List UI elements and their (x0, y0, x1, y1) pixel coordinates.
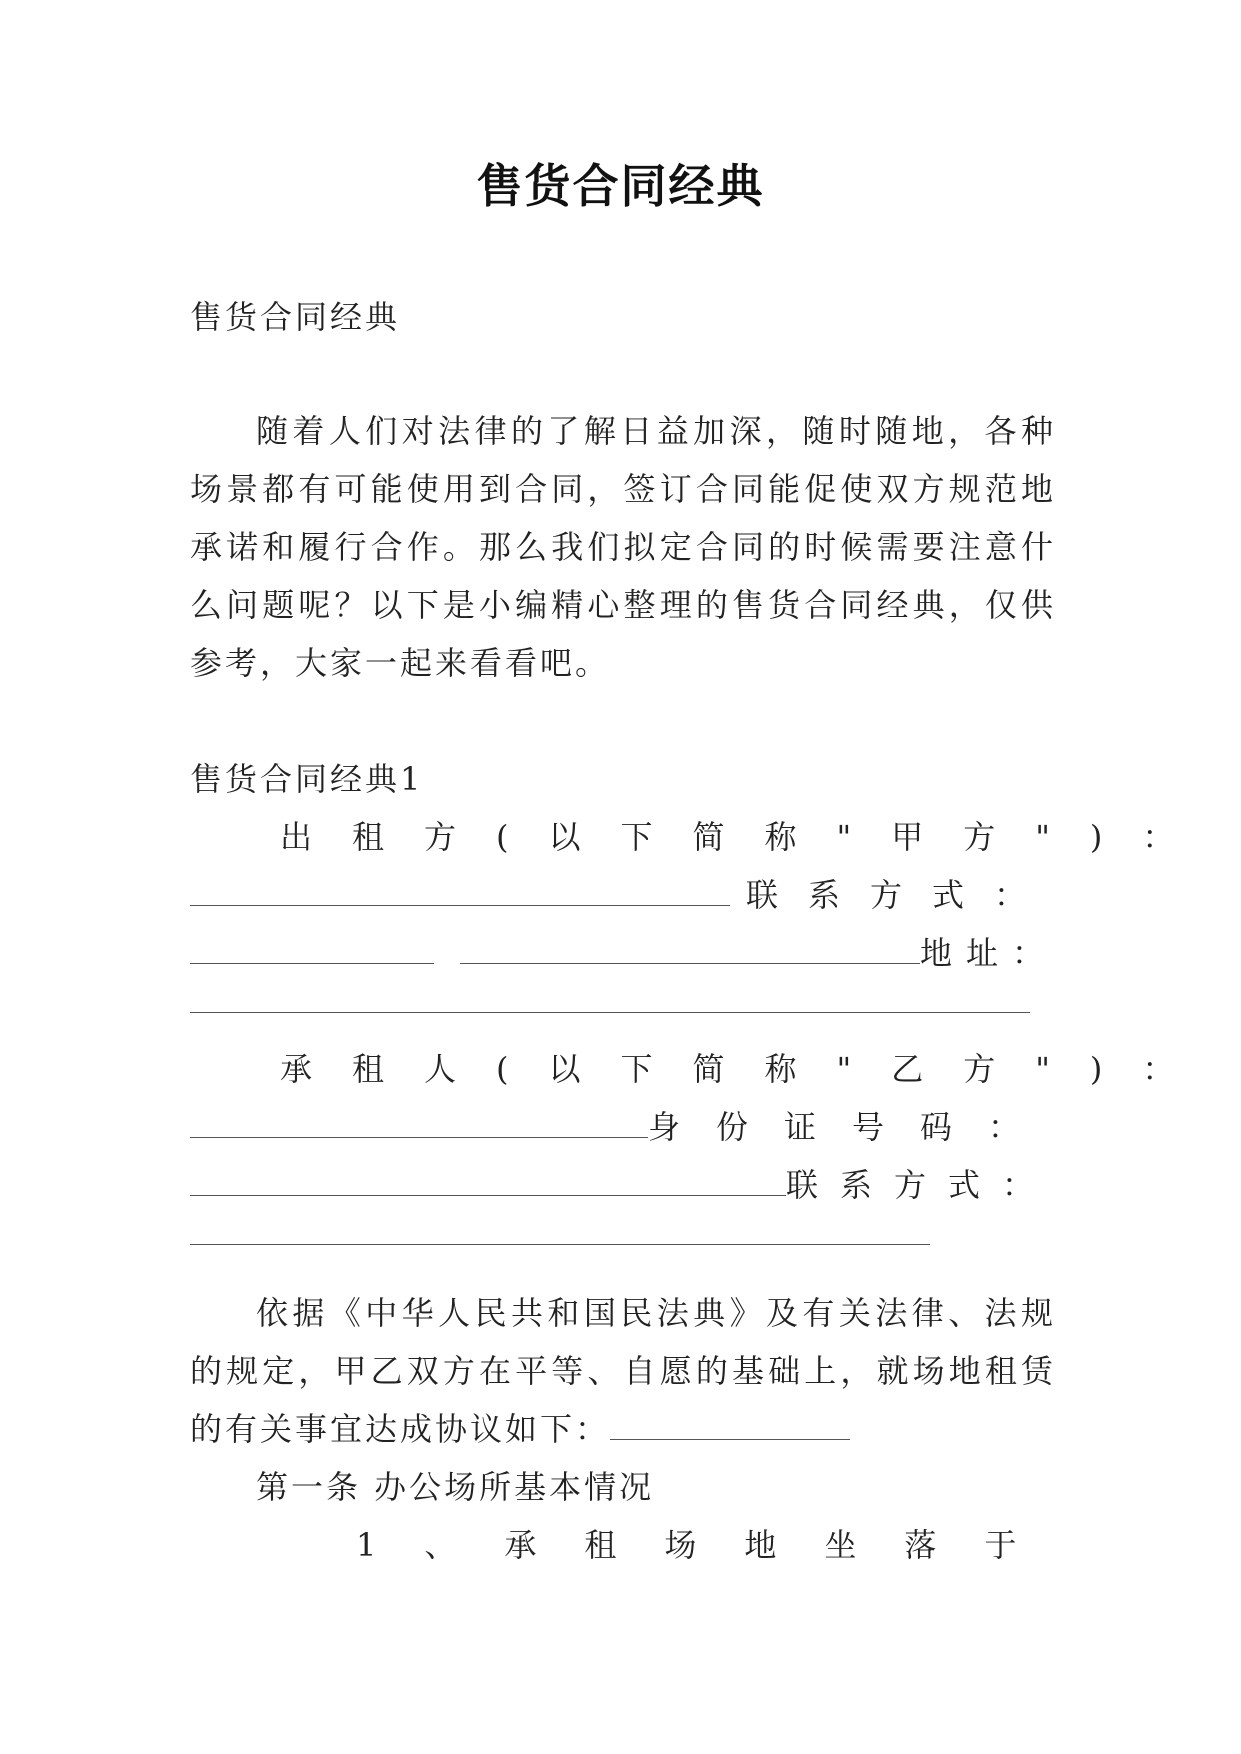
lessor-name-row (190, 866, 1056, 924)
article-1-title: 第一条 办公场所基本情况 (256, 1468, 655, 1506)
lessor-address-row (190, 924, 1059, 982)
lessee-contact-blank (190, 1214, 930, 1245)
lessee-id-blank (190, 1165, 786, 1196)
lessor-address-label: 地址： (920, 934, 1059, 972)
lessee-label: 承租人(以下简称"乙方")： (280, 1050, 1215, 1088)
lessee-line (190, 1040, 1215, 1098)
lessor-address-blank-1 (460, 933, 920, 964)
agreement-blank (610, 1409, 850, 1440)
lessee-contact-row (190, 1156, 1056, 1214)
document-subtitle: 售货合同经典 (190, 298, 401, 336)
article-1-item-1-text: 1、承租场地坐落于 (356, 1526, 1065, 1564)
lessor-contact-label: 联系方式： (745, 876, 1056, 914)
lessor-name-blank (190, 875, 730, 906)
lessee-id-row (190, 1098, 1056, 1156)
lessee-contact-blank-row (190, 1214, 1056, 1245)
basis-paragraph (190, 1284, 1056, 1458)
section-title: 售货合同经典1 (190, 760, 424, 798)
lessee-contact-label: 联系方式： (785, 1166, 1056, 1204)
lessee-name-blank (190, 1107, 648, 1138)
lessor-address-blank-2 (190, 982, 1030, 1013)
article-1-item-1 (190, 1516, 1065, 1574)
lessor-line (190, 808, 1215, 866)
lessor-address-blank-row (190, 982, 1056, 1013)
lessee-id-label: 身份证号码： (647, 1108, 1056, 1146)
lessor-label: 出租方(以下简称"甲方")： (280, 818, 1215, 856)
intro-paragraph: 随着人们对法律的了解日益加深，随时随地，各种场景都有可能使用到合同，签订合同能促使双方规范地承诺和履行合作。那么我们拟定合同的时候需要注意什么问题呢？以下是小编精心整理的售货合同经典，仅供参考，大家一起来看看吧。 (190, 412, 1056, 682)
lessor-contact-blanks (190, 933, 920, 964)
basis-text: 依据《中华人民共和国民法典》及有关法律、法规的规定，甲乙双方在平等、自愿的基础上，就场地租赁的有关事宜达成协议如下： (190, 1294, 1056, 1448)
lessor-contact-blank (190, 933, 434, 964)
document-title: 售货合同经典 (476, 159, 765, 213)
